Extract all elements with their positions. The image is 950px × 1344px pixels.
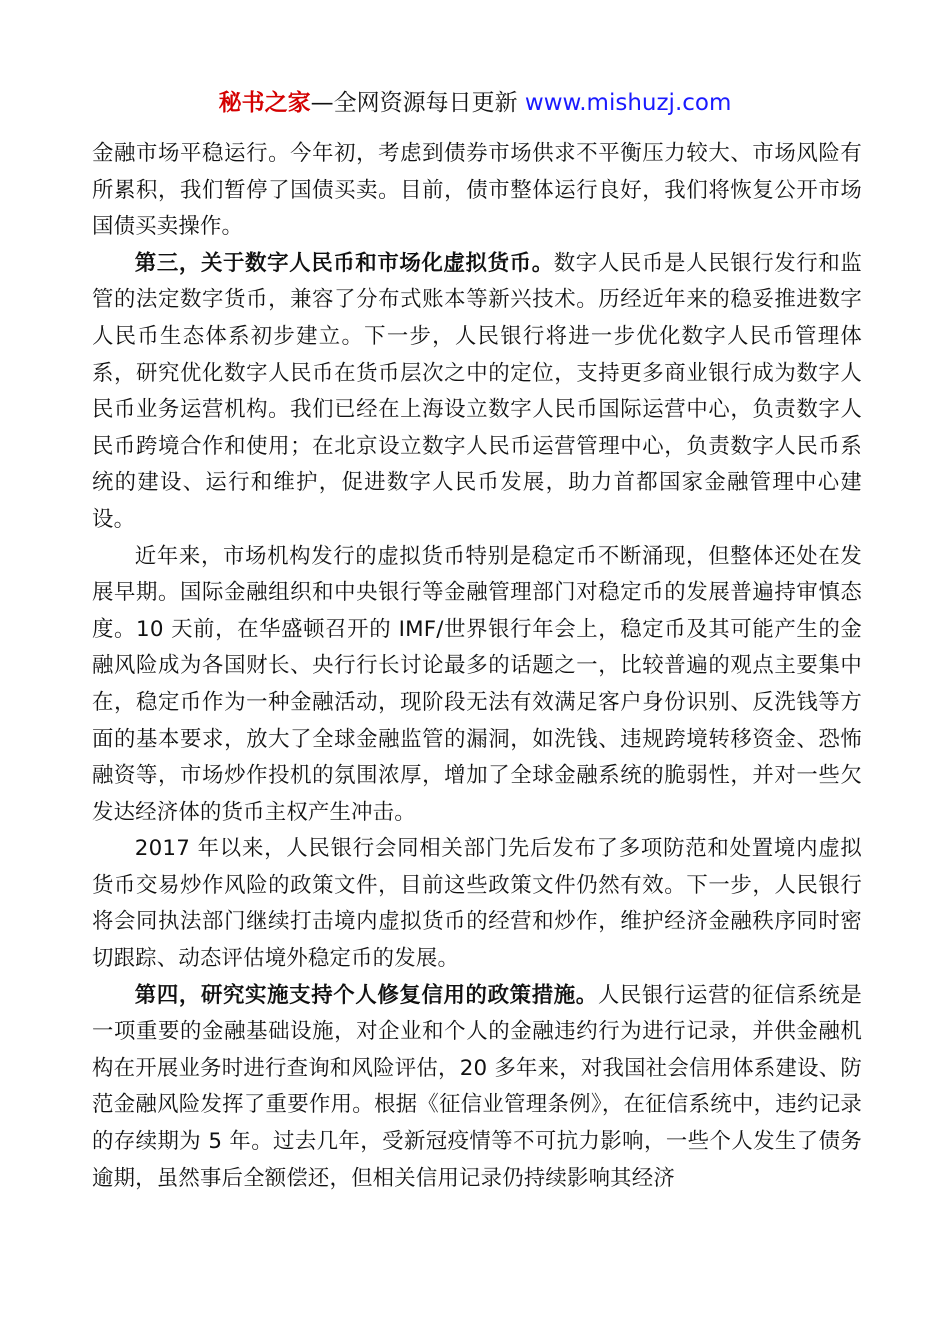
paragraph-text: 2017 年以来，人民银行会同相关部门先后发布了多项防范和处置境内虚拟货币交易炒作风险的政策文件，目前这些政策文件仍然有效。下一步，人民银行将会同执法部门继续打击境内虚拟货币的经营和炒作，维护经济金融秩序同时密切跟踪、动态评估境外稳定币的发展。 <box>92 836 862 972</box>
paragraph-continuation <box>92 136 862 246</box>
document-body <box>92 136 862 1197</box>
site-url-link[interactable]: www.mishuzj.com <box>524 90 732 116</box>
page-header <box>0 86 950 120</box>
brand-name: 秘书之家 <box>218 90 311 116</box>
paragraph-digital-rmb <box>92 246 862 539</box>
paragraph-stablecoin <box>92 539 862 832</box>
paragraph-text: 数字人民币是人民银行发行和监管的法定数字货币，兼容了分布式账本等新兴技术。历经近年来的稳妥推进数字人民币生态体系初步建立。下一步，人民银行将进一步优化数字人民币管理体系，研究优化数字人民币在货币层次之中的定位，支持更多商业银行成为数字人民币业务运营机构。我们已经在上海设立数字人民币国际运营中心，负责数字人民币跨境合作和使用；在北京设立数字人民币运营管理中心，负责数字人民币系统的建设、运行和维护，促进数字人民币发展，助力首都国家金融管理中心建设。 <box>92 250 862 532</box>
paragraph-virtual-currency-policy <box>92 831 862 977</box>
paragraph-credit-repair <box>92 978 862 1198</box>
paragraph-heading: 第四，研究实施支持个人修复信用的政策措施。 <box>134 982 598 1008</box>
paragraph-text: 近年来，市场机构发行的虚拟货币特别是稳定币不断涌现，但整体还处在发展早期。国际金融组织和中央银行等金融管理部门对稳定币的发展普遍持审慎态度。10 天前，在华盛顿召开的 IMF/世界银行年会上，稳定币及其可能产生的金融风险成为各国财长、央行行长讨论最多的话题之一，比较普遍的观点主要集中在，稳定币作为一种金融活动，现阶段无法有效满足客户身份识别、反洗钱等方面的基本要求，放大了全球金融监管的漏洞，如洗钱、违规跨境转移资金、恐怖融资等，市场炒作投机的氛围浓厚，增加了全球金融系统的脆弱性，并对一些欠发达经济体的货币主权产生冲击。 <box>92 543 862 825</box>
paragraph-text: 人民银行运营的征信系统是一项重要的金融基础设施，对企业和个人的金融违约行为进行记录，并供金融机构在开展业务时进行查询和风险评估，20 多年来，对我国社会信用体系建设、防范金融风险发挥了重要作用。根据《征信业管理条例》，在征信系统中，违约记录的存续期为 5 年。过去几年，受新冠疫情等不可抗力影响，一些个人发生了债务逾期，虽然事后全额偿还，但相关信用记录仍持续影响其经济 <box>92 982 863 1191</box>
paragraph-heading: 第三，关于数字人民币和市场化虚拟货币。 <box>134 250 554 276</box>
header-slogan: —全网资源每日更新 <box>310 90 518 116</box>
paragraph-text: 金融市场平稳运行。今年初，考虑到债券市场供求不平衡压力较大、市场风险有所累积，我们暂停了国债买卖。目前，债市整体运行良好，我们将恢复公开市场国债买卖操作。 <box>92 141 862 240</box>
